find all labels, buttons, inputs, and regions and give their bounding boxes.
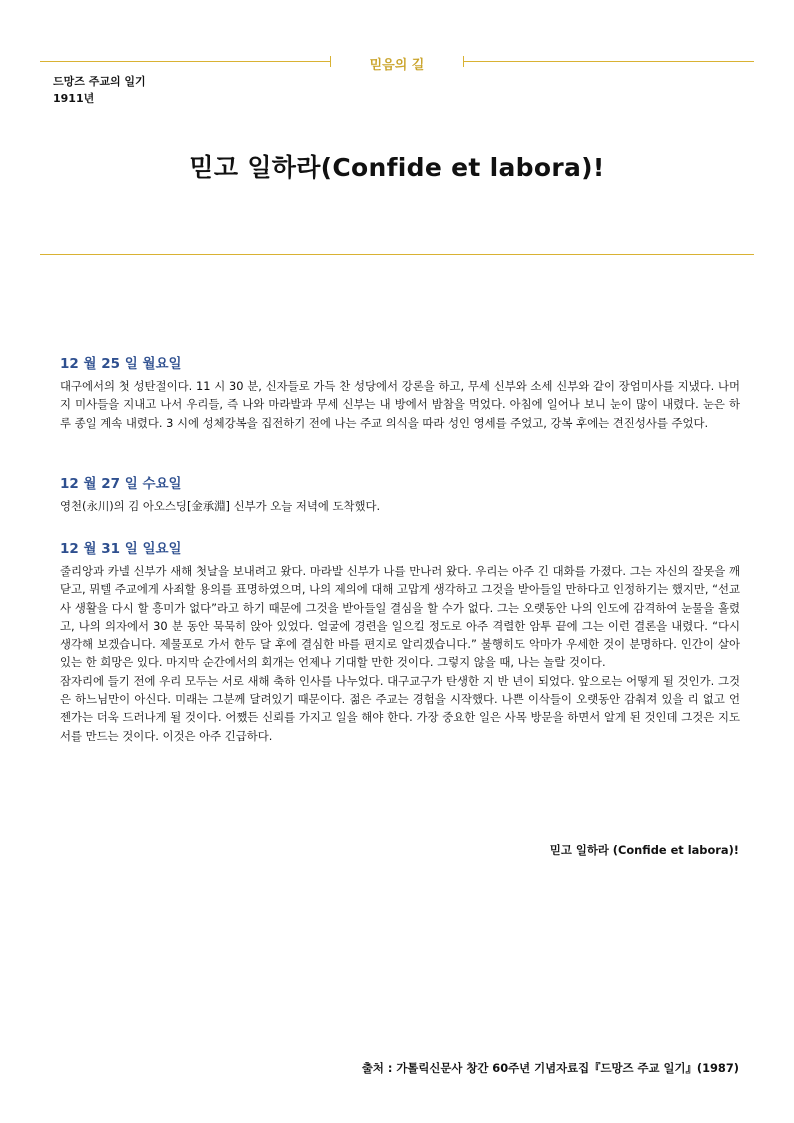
header-rule-right (463, 61, 754, 62)
document-name: 드망즈 주교의 일기 (53, 75, 146, 88)
series-title: 믿음의 길 (369, 58, 425, 73)
entry-date-dec-31: 12 월 31 일 일요일 (60, 541, 182, 557)
entry-paragraph: 줄리앙과 카넬 신부가 새해 첫날을 보내려고 왔다. 마라발 신부가 나를 만나러 왔다. 우리는 아주 긴 대화를 가졌다. 그는 자신의 잘못을 깨닫고, 뮈텔 주교에게 사죄할 용의를 표명하였으며, 나의 제의에 대해 고맙게 생각하고 그것을 받아들일 만하다고 인정하기는 했지만, “선교사 생활을 다시 할 흥미가 없다”라고 하기 때문에 그것을 받아들일 결심을 할 수가 없다. 그는 오랫동안 나의 인도에 감격하여 눈물을 흘렸고, 나의 의자에서 30 분 동안 묵묵히 앉아 있었다. 얼굴에 경련을 일으킬 정도로 아주 격렬한 암투 끝에 그는 이런 결론을 내렸다. “다시 생각해 보겠습니다. 제물포로 가서 한두 달 후에 결심한 바를 편지로 알리겠습니다.” 불행히도 악마가 우세한 것이 분명하다. 인간이 살아있는 한 희망은 있다. 마지막 순간에서의 회개는 언제나 기대할 만한 것이다. 그렇지 않을 때, 나는 놀랄 것이다. (60, 564, 740, 670)
entry-paragraph: 대구에서의 첫 성탄절이다. 11 시 30 분, 신자들로 가득 찬 성당에서 강론을 하고, 무세 신부와 소세 신부와 같이 장엄미사를 지냈다. 나머지 미사들을 지내고 나서 우리들, 즉 나와 마라발과 무세 신부는 내 방에서 밤참을 먹었다. 아침에 일어나 보니 눈이 많이 내렸다. 눈은 하루 종일 계속 내렸다. 3 시에 성체강복을 집전하기 전에 나는 주교 의식을 따라 성인 영세를 주었고, 강복 후에는 견진성사를 주었다. (60, 379, 740, 430)
closing-line: 믿고 일하라 (Confide et labora)! (549, 843, 739, 857)
page-title: 믿고 일하라(Confide et labora)! (189, 153, 605, 182)
source-citation: 출처 : 가톨릭신문사 창간 60주년 기념자료집『드망즈 주교 일기』(1987) (361, 1061, 739, 1075)
entry-body-dec-31 (60, 562, 740, 745)
entry-date-dec-27: 12 월 27 일 수요일 (60, 476, 182, 492)
entry-date-dec-25: 12 월 25 일 월요일 (60, 356, 182, 372)
title-divider (40, 254, 754, 255)
document-year: 1911년 (53, 92, 95, 105)
entry-paragraph: 잠자리에 들기 전에 우리 모두는 서로 새해 축하 인사를 나누었다. 대구교구가 탄생한 지 반 년이 되었다. 앞으로는 어떻게 될 것인가. 그것은 하느님만이 아신다. 미래는 그분께 달려있기 때문이다. 젊은 주교는 경험을 시작했다. 나쁜 이삭들이 오랫동안 감춰져 있을 리 없고 언젠가는 더욱 드러나게 될 것이다. 어쨌든 신뢰를 가지고 일을 해야 한다. 가장 중요한 일은 사목 방문을 하면서 알게 된 것인데 그것은 지도서를 만드는 것이다. 이것은 아주 긴급하다. (60, 673, 740, 743)
entry-body-dec-27 (60, 497, 740, 515)
entry-body-dec-25 (60, 377, 740, 432)
entry-paragraph: 영천(永川)의 김 아오스딩[金承淵] 신부가 오늘 저녁에 도착했다. (60, 499, 381, 513)
header-rule-left (40, 61, 330, 62)
